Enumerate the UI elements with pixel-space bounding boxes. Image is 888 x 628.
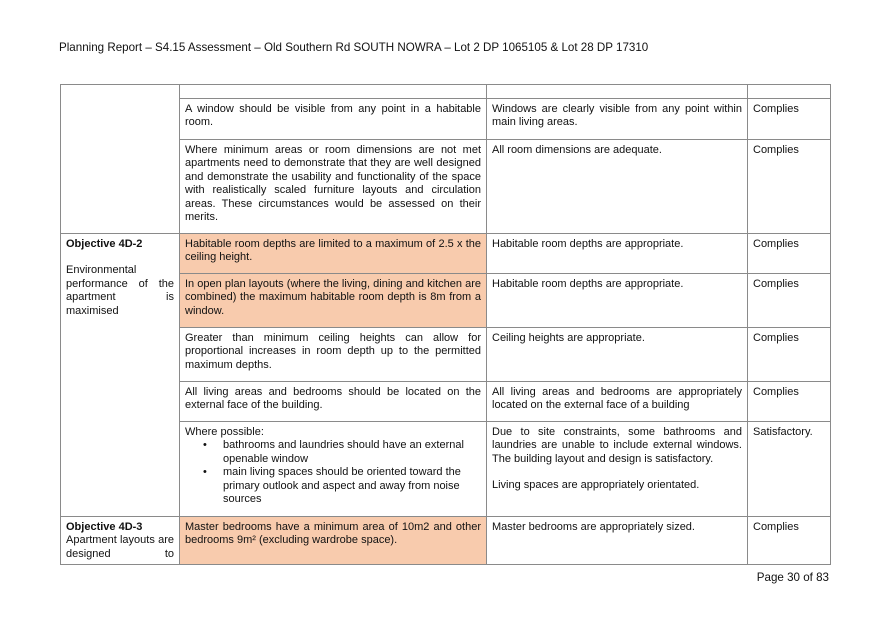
comment-paragraph: Living spaces are appropriately orientated. — [492, 479, 700, 492]
table-row — [61, 234, 831, 274]
objective-cell — [61, 85, 180, 234]
comment-cell: Habitable room depths are appropriate. — [487, 274, 748, 328]
requirement-cell: Greater than minimum ceiling heights can allow for proportional increases in room depth up to the permitted maximum depths. — [180, 328, 487, 382]
objective-cell — [61, 234, 180, 517]
comment-cell: Habitable room depths are appropriate. — [487, 234, 748, 274]
compliance-cell — [748, 85, 831, 99]
requirement-cell — [180, 85, 487, 99]
requirement-cell: Where minimum areas or room dimensions are not met apartments need to demonstrate that they are well designed and demonstrate the usability and functionality of the space with realistically scaled furniture layouts and circulation areas. These circumstances would be assessed on their merits. — [180, 140, 487, 234]
table-row — [61, 517, 831, 565]
compliance-cell: Complies — [748, 99, 831, 140]
compliance-cell: Complies — [748, 382, 831, 422]
compliance-cell: Complies — [748, 140, 831, 234]
comment-paragraph: Due to site constraints, some bathrooms and laundries are unable to include external windows. The building layout and design is satisfactory. — [492, 426, 742, 465]
page-number: Page 30 of 83 — [756, 571, 829, 584]
comment-cell — [487, 422, 748, 517]
requirement-cell-highlighted: In open plan layouts (where the living, dining and kitchen are combined) the maximum habitable room depth is 8m from a window. — [180, 274, 487, 328]
objective-cell — [61, 517, 180, 565]
page-header: Planning Report – S4.15 Assessment – Old Southern Rd SOUTH NOWRA – Lot 2 DP 1065105 & Lot 28 DP 17310 — [59, 41, 649, 54]
compliance-cell: Complies — [748, 234, 831, 274]
compliance-cell: Complies — [748, 274, 831, 328]
objective-description: Environmental performance of the apartment is maximised — [66, 264, 174, 317]
table-row-continuation-top — [61, 85, 831, 99]
comment-cell: All living areas and bedrooms are appropriately located on the external face of a building — [487, 382, 748, 422]
requirement-cell — [180, 422, 487, 517]
objective-title: Objective 4D-2 — [66, 238, 143, 250]
bullet-item: • main living spaces should be oriented toward the primary outlook and aspect and away from noise sources — [223, 466, 481, 506]
comment-cell: Master bedrooms are appropriately sized. — [487, 517, 748, 565]
requirement-cell-highlighted: Habitable room depths are limited to a maximum of 2.5 x the ceiling height. — [180, 234, 487, 274]
comment-cell — [487, 85, 748, 99]
compliance-cell: Satisfactory. — [748, 422, 831, 517]
requirement-intro: Where possible: — [185, 426, 264, 438]
compliance-cell: Complies — [748, 517, 831, 565]
compliance-cell: Complies — [748, 328, 831, 382]
bullet-item: • bathrooms and laundries should have an external openable window — [223, 439, 481, 466]
requirement-bullet-list — [185, 439, 481, 506]
requirement-cell: A window should be visible from any point in a habitable room. — [180, 99, 487, 140]
requirement-cell: All living areas and bedrooms should be located on the external face of the building. — [180, 382, 487, 422]
objective-description: Apartment layouts are designed to — [66, 534, 174, 560]
assessment-table — [60, 84, 831, 565]
comment-cell: Ceiling heights are appropriate. — [487, 328, 748, 382]
requirement-cell-highlighted: Master bedrooms have a minimum area of 10m2 and other bedrooms 9m² (excluding wardrobe space). — [180, 517, 487, 565]
comment-cell: Windows are clearly visible from any point within main living areas. — [487, 99, 748, 140]
objective-title: Objective 4D-3 — [66, 521, 143, 533]
comment-cell: All room dimensions are adequate. — [487, 140, 748, 234]
